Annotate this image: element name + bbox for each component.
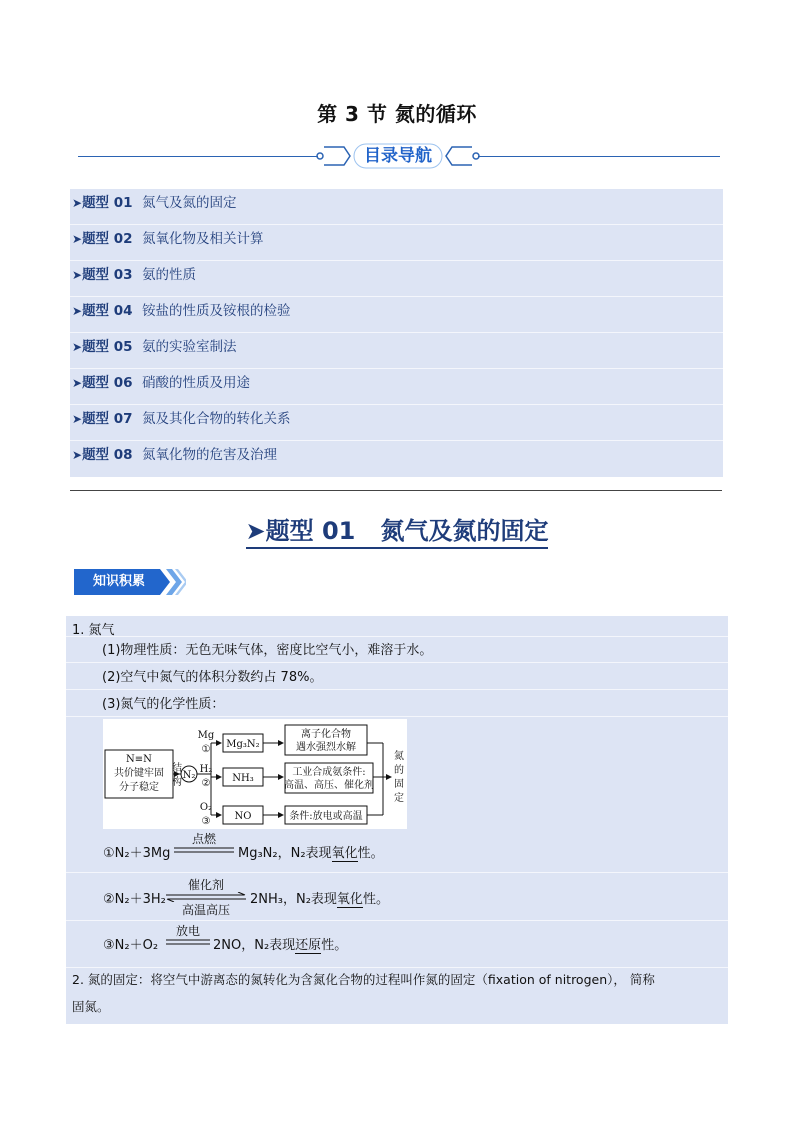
arrow-icon: ➤ <box>245 517 266 545</box>
diagram-right-label: 固 <box>394 779 404 790</box>
nav-banner <box>310 141 486 171</box>
diagram-product: NO <box>234 811 252 822</box>
knowledge-tag <box>74 569 186 595</box>
arrow-icon: ➤ <box>72 196 83 210</box>
toc-item[interactable]: ➤题型 02 氮氧化物及相关计算 <box>70 225 723 261</box>
diagram-left-line: 共价键牢固 <box>114 768 164 779</box>
diagram-right-label: 氮 <box>394 751 404 762</box>
diagram-left-line: 分子稳定 <box>119 782 159 793</box>
arrow-icon: ➤ <box>72 232 83 246</box>
volume-fraction: (2)空气中氮气的体积分数约占 78%。 <box>102 670 323 685</box>
arrow-icon: ➤ <box>72 376 83 390</box>
equation-2: ②N₂＋3H₂ <box>103 892 166 907</box>
equation-1: ①N₂＋3Mg <box>103 846 171 861</box>
page-title: 第 3 节 氮的循环 <box>317 102 477 126</box>
arrow-icon: ➤ <box>72 340 83 354</box>
diagram-n2-node: N₂ <box>182 770 196 781</box>
diagram-structure-label: 结 <box>172 763 182 774</box>
toc-item[interactable]: ➤题型 08 氮氧化物的危害及治理 <box>72 447 278 463</box>
equation-3: ③N₂＋O₂ <box>103 938 159 953</box>
toc-item[interactable]: ➤题型 07 氮及其化合物的转化关系 <box>70 405 723 441</box>
equation-1-result: Mg₃N₂，N₂表现氧化性。 <box>238 846 384 861</box>
diagram-index: ③ <box>201 816 211 827</box>
toc-item[interactable]: ➤题型 03 氨的性质 <box>70 261 723 297</box>
diagram-reagent: H₂ <box>199 764 213 775</box>
double-equals-icon <box>166 939 210 945</box>
diagram-desc: 工业合成氨条件: <box>292 767 366 778</box>
section-divider <box>70 490 722 491</box>
row-divider <box>66 872 728 873</box>
diagram-index: ② <box>201 778 211 789</box>
equation-2-condition-bottom: 高温高压 <box>181 903 230 917</box>
toc-item[interactable]: ➤题型 01 氮气及氮的固定 <box>70 189 723 225</box>
nav-divider-left <box>78 156 318 157</box>
row-divider <box>66 636 728 637</box>
row-divider <box>66 689 728 690</box>
nitrogen-fixation-definition: 2. 氮的固定：将空气中游离态的氮转化为含氮化合物的过程叫作氮的固定（fixation of nitrogen）， 简称 <box>72 972 655 987</box>
diagram-left-line: N≡N <box>126 754 152 765</box>
equation-3-condition: 放电 <box>175 924 200 938</box>
toc-item[interactable]: ➤题型 06 硝酸的性质及用途 <box>70 369 723 405</box>
physical-properties: (1)物理性质：无色无味气体，密度比空气小，难溶于水。 <box>102 643 433 658</box>
arrow-icon: ➤ <box>72 412 83 426</box>
diagram-desc: 离子化合物 <box>301 729 351 740</box>
equation-3-result: 2NO，N₂表现还原性。 <box>213 938 348 953</box>
diagram-reagent: Mg <box>197 730 215 741</box>
row-divider <box>66 662 728 663</box>
arrow-icon: ➤ <box>72 268 83 282</box>
nav-banner-label: 目录导航 <box>364 146 432 166</box>
equation-2-result: 2NH₃，N₂表现氧化性。 <box>250 892 389 907</box>
diagram-reagent: O₂ <box>199 802 213 813</box>
diagram-right-label: 定 <box>394 793 404 804</box>
diagram-product: NH₃ <box>232 773 254 784</box>
item-1-heading: 1. 氮气 <box>72 623 115 638</box>
chemical-properties-heading: (3)氮气的化学性质： <box>102 697 225 712</box>
nitrogen-fixation-definition-cont: 固氮。 <box>72 999 110 1014</box>
nav-divider-right <box>478 156 720 157</box>
diagram-right-label: 的 <box>394 765 404 776</box>
diagram-index: ① <box>201 744 211 755</box>
arrow-icon: ➤ <box>72 448 83 462</box>
row-divider <box>66 920 728 921</box>
table-of-contents <box>70 189 723 477</box>
section-heading: ➤题型 01 氮气及氮的固定 <box>0 511 794 546</box>
diagram-desc: 条件:放电或高温 <box>289 811 363 822</box>
diagram-product: Mg₃N₂ <box>226 739 260 750</box>
diagram-structure-label: 构 <box>172 777 182 788</box>
toc-item[interactable]: ➤题型 04 铵盐的性质及铵根的检验 <box>70 297 723 333</box>
toc-item[interactable]: ➤题型 05 氨的实验室制法 <box>70 333 723 369</box>
nitrogen-reaction-diagram <box>103 719 407 829</box>
row-divider <box>66 716 728 717</box>
double-equals-icon <box>174 847 234 853</box>
diagram-desc: 遇水强烈水解 <box>296 742 356 753</box>
equation-2-condition-top: 催化剂 <box>187 878 224 892</box>
tag-label: 知识积累 <box>92 574 145 589</box>
equation-1-condition: 点燃 <box>191 832 216 846</box>
diagram-desc: 高温、高压、催化剂 <box>284 780 374 791</box>
arrow-icon: ➤ <box>72 304 83 318</box>
